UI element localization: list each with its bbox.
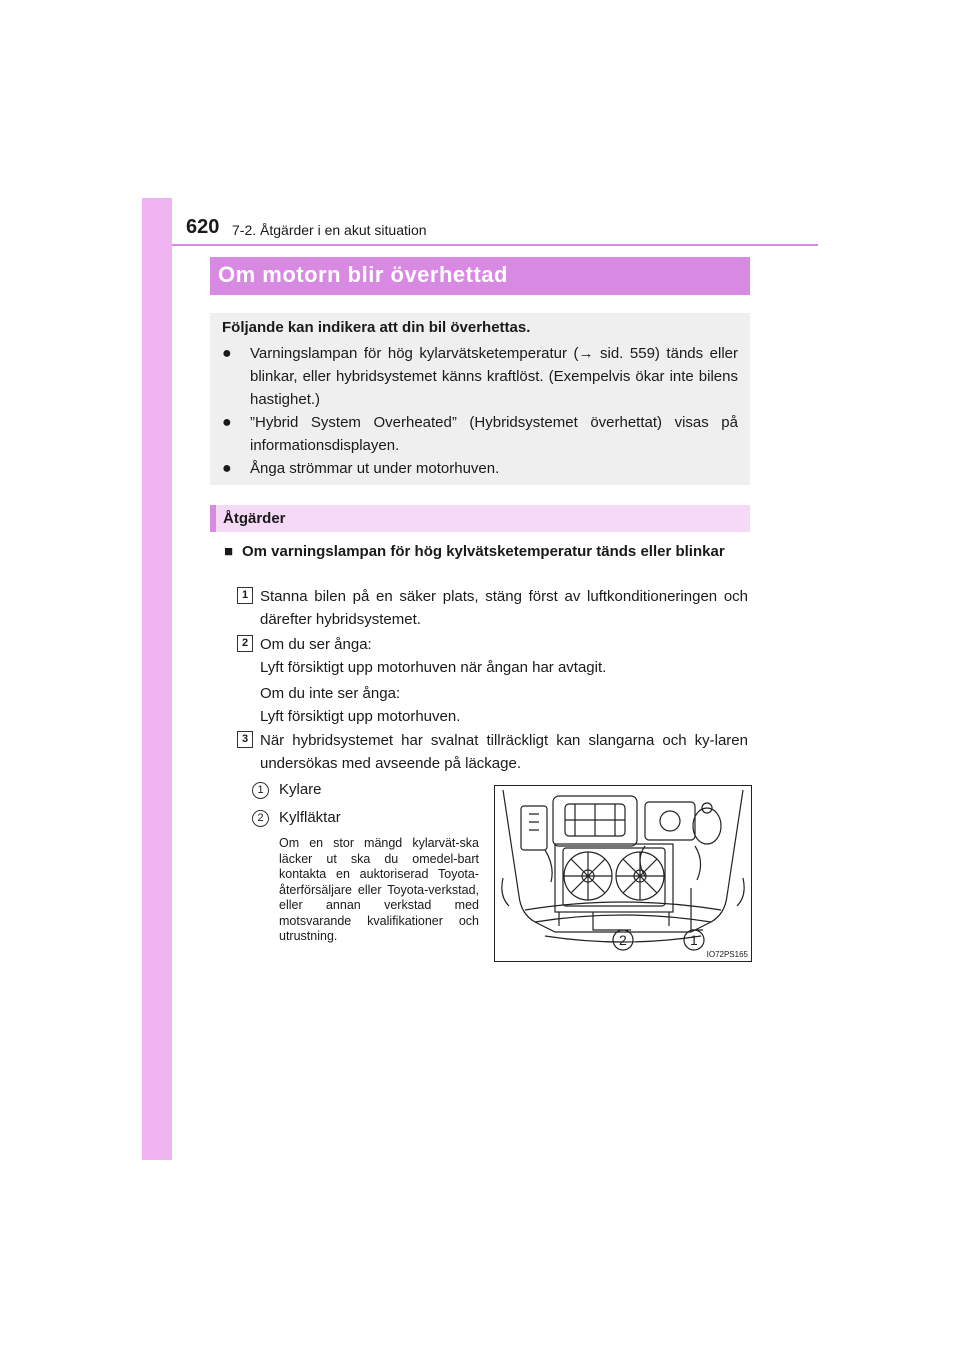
section-title: Om motorn blir överhettad [218,262,508,287]
bullet-icon: ● [222,345,232,362]
step-number-1: 1 [237,587,253,604]
legend-number-1: 1 [252,782,269,799]
engine-bay-illustration [494,785,752,962]
subsection-bar [210,505,750,532]
info-bullet: ● Ånga strömmar ut under motorhuven. [222,457,738,480]
figure-code: IO72PS165 [706,950,748,959]
bullet-icon: ● [222,414,232,431]
chapter-title: 7-2. Åtgärder i en akut situation [232,222,427,238]
step-2-line: Om du ser ånga: [260,636,372,653]
step-1-text: Stanna bilen på en säker plats, stäng först av luftkonditioneringen och därefter hybridsystemet. [260,588,748,628]
bullet-icon: ● [222,460,232,477]
engine-bay-drawing [495,786,751,961]
step-3-text: När hybridsystemet har svalnat tillräckligt kan slangarna och ky-laren undersökas med avseende på läckage. [260,732,748,772]
step-2-line: Om du inte ser ånga: [260,685,401,702]
chapter-sidebar-tab [142,198,172,1160]
legend-number-2: 2 [252,810,269,827]
page-number: 620 [186,216,220,238]
step-number-2: 2 [237,635,253,652]
subsection-title: Åtgärder [223,510,286,527]
step-number-3: 3 [237,731,253,748]
step-2-line: Lyft försiktigt upp motorhuven när ångan har avtagit. [260,659,607,676]
procedure-heading: ■ Om varningslampan för hög kylvätsketemperatur tänds eller blinkar [224,540,748,563]
figure-callout-1: 1 [690,932,698,948]
header-rule [172,244,818,246]
square-bullet-icon: ■ [224,543,234,560]
info-bullet: ● Varningslampan för hög kylarvätsketemperatur (→ sid. 559) tänds eller blinkar, eller hybridsystemet känns kraftlöst. (Exempelvis ökar inte bilens hastighet.) [222,342,738,411]
legend-label-radiator: Kylare [279,781,322,798]
info-heading: Följande kan indikera att din bil överhettas. [222,319,531,336]
step-2-line: Lyft försiktigt upp motorhuven. [260,708,461,725]
caution-note: Om en stor mängd kylarvät-ska läcker ut ska du omedel-bart kontakta en auktoriserad Toyota-återförsäljare eller Toyota-verkstad, eller annan verkstad med motsvarande kvalifikationer och utrustning. [279,836,479,943]
figure-callout-2: 2 [619,932,627,948]
section-title-bar [210,257,750,295]
legend-label-fans: Kylfläktar [279,809,341,826]
info-bullet: ● ”Hybrid System Overheated” (Hybridsystemet överhettat) visas på informationsdisplayen. [222,411,738,457]
warning-signs-box [210,313,750,485]
